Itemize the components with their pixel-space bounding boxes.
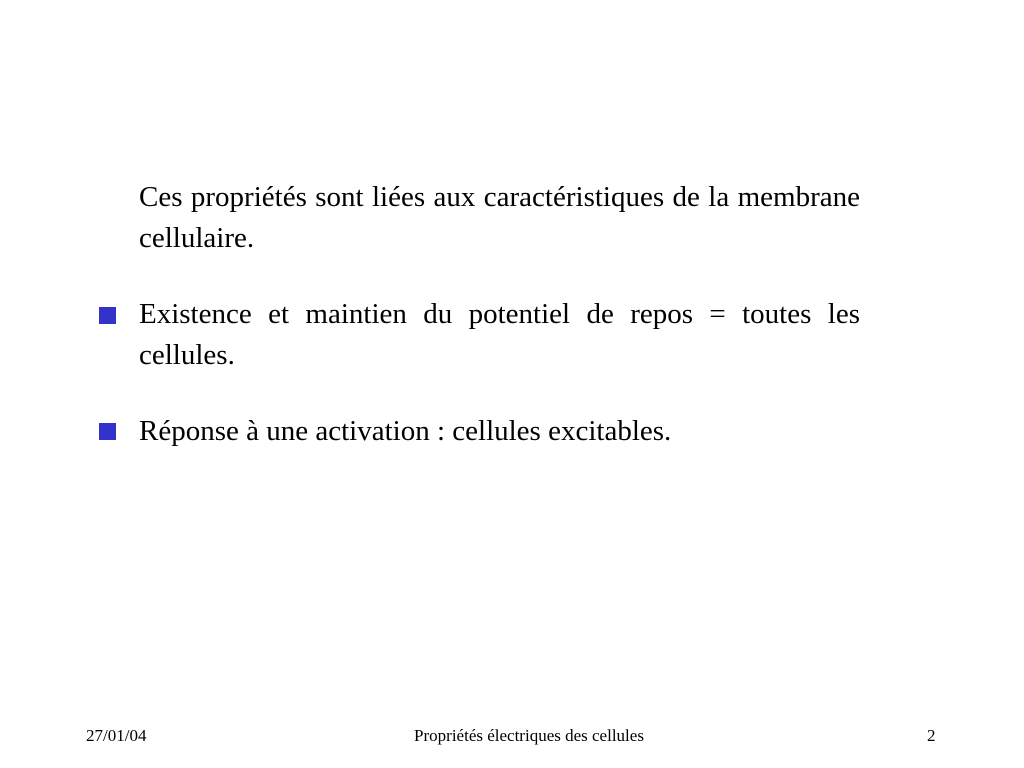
footer-title: Propriétés électriques des cellules [414, 726, 644, 745]
bullet-text-activation: Réponse à une activation : cellules excitables. [139, 415, 672, 447]
square-bullet-icon [99, 307, 116, 324]
intro-paragraph: Ces propriétés sont liées aux caractéristiques de la membrane cellulaire. [139, 181, 860, 254]
footer-date: 27/01/04 [86, 726, 147, 745]
footer-page-number: 2 [927, 726, 936, 745]
bullet-text-resting-potential: Existence et maintien du potentiel de repos = toutes les cellules. [139, 298, 860, 371]
square-bullet-icon [99, 423, 116, 440]
